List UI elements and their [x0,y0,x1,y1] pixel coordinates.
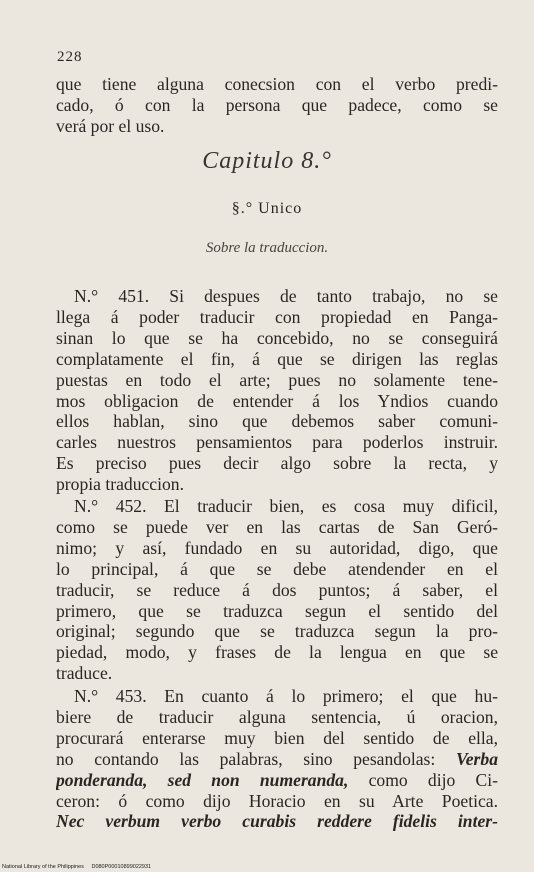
text-line: propia traduccion. [56,474,184,495]
text-line: cado, ó con la persona que padece, como se [56,94,498,115]
text-line [56,749,498,770]
section-title: §.° Unico [231,200,303,217]
text-line: ceron: ó como dijo Horacio en su Arte Poetica. [56,790,498,811]
text-line: como se puede ver en las cartas de San Geró- [56,516,498,537]
text-line: ellos hablan, sino que debemos saber comuni- [56,411,498,432]
text-line: N.° 453. En cuanto á lo primero; el que hu- [74,686,498,706]
text-line: sinan lo que se ha concebido, no se conseguirá [56,327,498,348]
latin-quote: Verba [455,748,498,769]
text-line: que tiene alguna conecsion con el verbo predi- [56,74,498,94]
text-line: procurará enterarse muy bien del sentido de ella, [56,727,498,748]
library-credit: National Library of the Philippines [2,864,84,870]
text-line: mos obligacion de entender á los Yndios cuando [56,390,498,411]
text-line: traduce. [56,663,113,684]
intro-paragraph [56,74,498,137]
scan-footer [2,864,151,870]
text-line: puestas en todo el arte; pues no solamente tene- [56,369,498,390]
text-segment: como dijo Ci- [348,769,498,790]
text-line: carles nuestros pensamientos para poderlos instruir. [56,432,498,453]
section-subtitle: Sobre la traduccion. [205,240,329,256]
text-line: original; segundo que se traduzca segun la pro- [56,621,498,642]
text-line [56,770,498,791]
text-line: traducir, se reduce á dos puntos; á saber, el [56,579,498,600]
paragraph-451 [56,286,498,495]
text-segment: no contando las palabras, sino pesandolas: [56,748,456,769]
text-line: llega á poder traducir con propiedad en Panga- [56,306,498,327]
text-line: primero, que se traduzca segun el sentido del [56,600,498,621]
text-line: verá por el uso. [56,115,165,136]
text-line: N.° 451. Si despues de tanto trabajo, no se [74,286,498,306]
text-line: piedad, modo, y frases de la lengua en que se [56,642,498,663]
latin-quote: ponderanda, sed non numeranda, [56,769,349,790]
text-line: lo principal, á que se debe atendender en el [56,558,498,579]
text-line: N.° 452. El traducir bien, es cosa muy dificil, [74,496,498,516]
text-line: biere de traducir alguna sentencia, ú oracion, [56,706,498,727]
latin-quote-line: Nec verbum verbo curabis reddere fidelis inter- [56,811,498,832]
text-line: nimo; y así, fundado en su autoridad, digo, que [56,537,498,558]
chapter-title: Capitulo 8.° [202,148,332,174]
text-line: complatamente el fin, á que se dirigen las reglas [56,348,498,369]
scan-code: D080P00010899022931 [91,864,152,870]
paragraph-452 [56,496,498,684]
text-line: Es preciso pues decir algo sobre la recta, y [56,453,498,474]
paragraph-453 [56,686,498,832]
page-number: 228 [57,49,83,65]
